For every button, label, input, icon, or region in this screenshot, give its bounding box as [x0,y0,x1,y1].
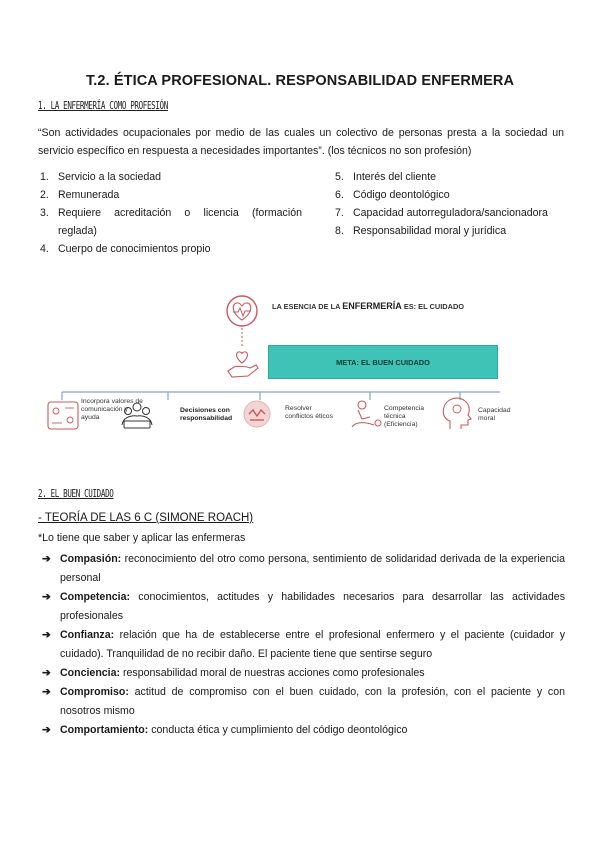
nurse-cpr-icon [352,401,381,427]
list-item-text: Requiere acreditación o licencia (formación reglada) [58,207,302,237]
list-item [42,664,565,683]
list-item [335,168,565,186]
bullet-term: Compasión: [60,553,122,565]
list-item-number: 2. [40,189,49,201]
head-brain-icon [443,398,471,429]
list-item [42,721,565,740]
six-c-list [42,550,565,740]
list-item [335,186,565,204]
list-item [40,186,302,204]
arrow-icon: ➔ [42,667,51,679]
list-item-number: 6. [335,189,344,201]
bullet-term: Comportamiento: [60,724,149,736]
list-item-text: Responsabilidad moral y jurídica [353,225,507,237]
list-item [335,204,565,222]
heart-pulse-icon [227,296,257,326]
arrow-icon: ➔ [42,686,51,698]
list-item [40,240,302,258]
bullet-term: Competencia: [60,591,131,603]
characteristics-list-right [335,168,565,240]
arrow-icon: ➔ [42,629,51,641]
nursing-essence-diagram [40,283,560,453]
diagram-title-suffix: ES: EL CUIDADO [403,302,465,311]
list-item-number: 3. [40,207,49,219]
list-item-number: 7. [335,207,344,219]
page-title: T.2. ÉTICA PROFESIONAL. RESPONSABILIDAD ENFERMERA [85,73,515,89]
bullet-text: relación que ha de establecerse entre el profesional enfermero y el paciente (cuidador y cuidado). Tranquilidad de no recibir daño. El paciente tiene que sentirse seguro [60,629,565,660]
goal-bar [268,345,498,379]
list-item-number: 4. [40,243,49,255]
section-heading-1: 1. LA ENFERMERÍA COMO PROFESIÓN [38,100,168,112]
list-item-number: 8. [335,225,344,237]
list-item-text: Servicio a la sociedad [58,171,162,183]
goal-label: META: EL BUEN CUIDADO [336,357,430,367]
list-item [335,222,565,240]
intro-paragraph: “Son actividades ocupacionales por medio de las cuales un colectivo de personas presta a la sociedad un servicio específico en respuesta a necesidades importantes”. (los técnicos no son profesión) [38,127,564,157]
diagram-title-prefix: LA ESENCIA DE LA [272,302,341,311]
list-item-text: Cuerpo de conocimientos propio [58,243,211,255]
bullet-term: Conciencia: [60,667,121,679]
list-item-text: Capacidad autorreguladora/sancionadora [353,207,548,219]
list-item [40,204,302,240]
diagram-item-competence: Competencia técnica (Eficiencia) [384,405,425,428]
diagram-item-conflicts: Resolver conflictos éticos [285,405,333,420]
list-item-number: 5. [335,171,344,183]
arrow-icon: ➔ [42,553,51,565]
list-item [40,168,302,186]
list-item-text: Interés del cliente [353,171,437,183]
section-heading-2: 2. EL BUEN CUIDADO [38,488,114,500]
characteristics-list-left [40,168,302,258]
list-item [42,550,565,588]
bullet-term: Confianza: [60,629,115,641]
bullet-text: conocimientos, actitudes y habilidades necesarios para desarrollar las actividades profesionales [60,591,565,622]
hand-heart-icon [228,352,258,377]
conflict-icon [244,401,270,427]
theory-subheading: - TEORÍA DE LAS 6 C (SIMONE ROACH) [38,512,254,524]
diagram-item-communication: Incorpora valores de comunicación y ayuda [81,398,143,421]
list-item-text: Código deontológico [353,189,450,201]
list-item [42,683,565,721]
bullet-term: Compromiso: [60,686,129,698]
bullet-text: reconocimiento del otro como persona, sentimiento de solidaridad derivada de la experiencia personal [60,553,565,584]
arrow-icon: ➔ [42,724,51,736]
note-text: *Lo tiene que saber y aplicar las enfermeras [38,532,246,544]
bullet-text: conducta ética y cumplimiento del código deontológico [151,724,408,736]
diagram-title [272,301,464,311]
diagram-item-moral: Capacidad moral [478,407,511,422]
arrow-icon: ➔ [42,591,51,603]
communication-icon [48,402,78,429]
list-item-number: 1. [40,171,49,183]
bullet-text: responsabilidad moral de nuestras acciones como profesionales [123,667,425,679]
list-item [42,626,565,664]
list-item-text: Remunerada [58,189,120,201]
diagram-item-decisions: Decisiones con responsabilidad [180,407,233,422]
diagram-title-emph: ENFERMERÍA [342,301,402,311]
bullet-text: actitud de compromiso con el buen cuidado, con la profesión, con el paciente y con nosotros mismo [60,686,565,717]
list-item [42,588,565,626]
